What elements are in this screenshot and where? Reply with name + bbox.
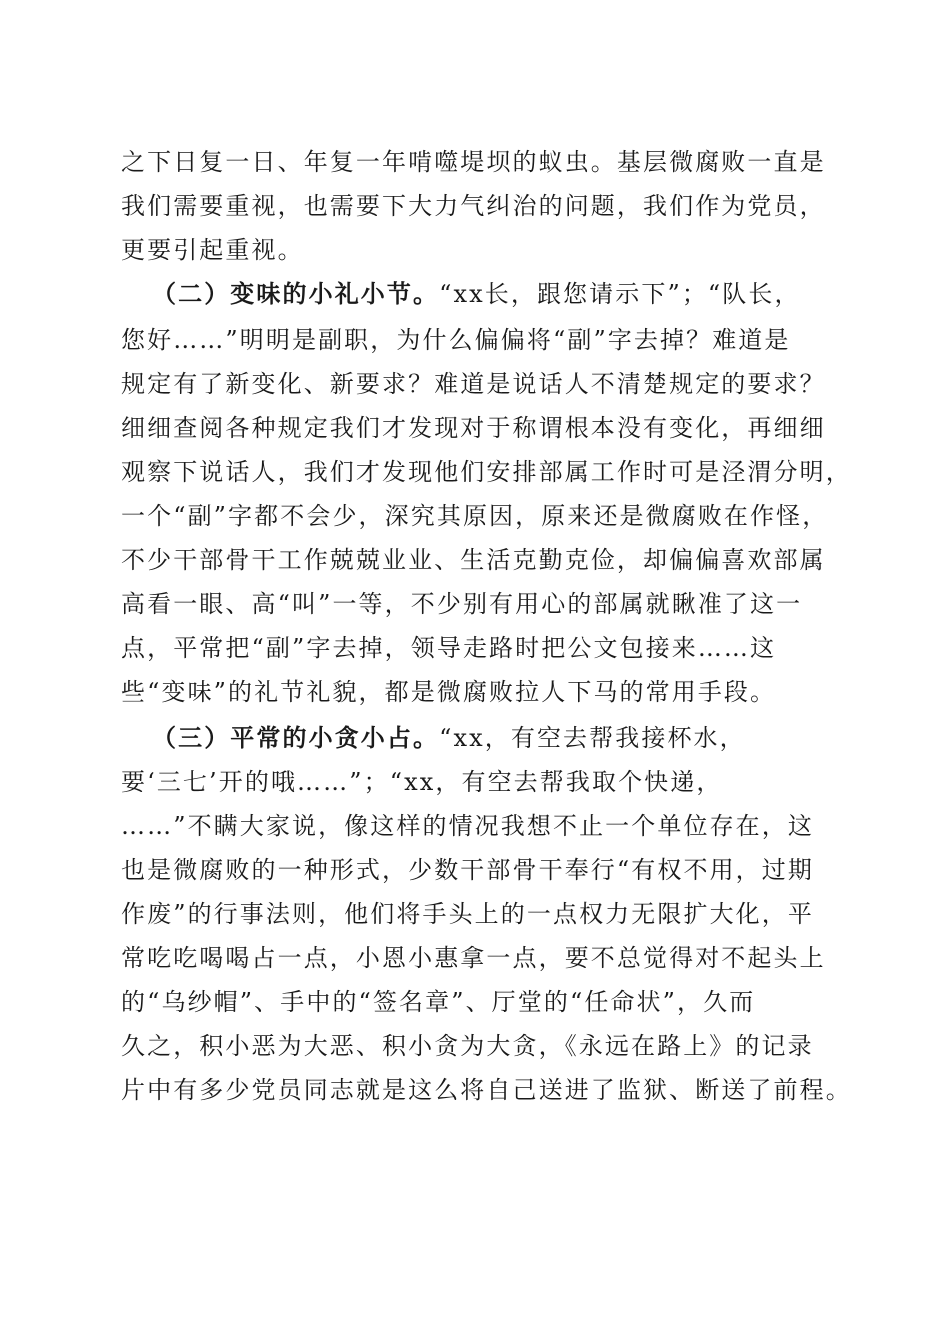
text-line: 观察下说话人，我们才发现他们安排部属工作时可是泾渭分明， bbox=[121, 458, 852, 486]
text-line bbox=[152, 278, 801, 310]
text-line: 片中有多少党员同志就是这么将自己送进了监狱、断送了前程。 bbox=[121, 1076, 852, 1104]
section-heading: （三）平常的小贪小占。 bbox=[152, 723, 440, 752]
text-line: 我们需要重视，也需要下大力气纠治的问题，我们作为党员， bbox=[121, 192, 826, 220]
text-line: ……”不瞒大家说，像这样的情况我想不止一个单位存在，这 bbox=[121, 812, 814, 840]
section-heading: （二）变味的小礼小节。 bbox=[152, 279, 440, 308]
text-line: 一个“副”字都不会少，深究其原因，原来还是微腐败在作怪， bbox=[121, 502, 829, 530]
text-line bbox=[152, 722, 746, 754]
text-line: 更要引起重视。 bbox=[121, 236, 304, 264]
text-line: 些“变味”的礼节礼貌，都是微腐败拉人下马的常用手段。 bbox=[121, 678, 777, 706]
text-line: 久之，积小恶为大恶、积小贪为大贪，《永远在路上》的记录 bbox=[121, 1032, 814, 1060]
text-run: “xx长，跟您请示下”；“队长， bbox=[439, 280, 801, 308]
text-line: 规定有了新变化、新要求？难道是说话人不清楚规定的要求？ bbox=[121, 370, 826, 398]
text-line: 您好……”明明是副职，为什么偏偏将“副”字去掉？难道是 bbox=[121, 326, 791, 354]
text-line: 之下日复一日、年复一年啃噬堤坝的蚁虫。基层微腐败一直是 bbox=[121, 148, 826, 176]
text-line: 不少干部骨干工作兢兢业业、生活克勤克俭，却偏偏喜欢部属 bbox=[121, 546, 826, 574]
text-line: 要‘三七’开的哦……”；“xx，有空去帮我取个快递， bbox=[121, 768, 723, 796]
text-line: 作废”的行事法则，他们将手头上的一点权力无限扩大化，平 bbox=[121, 900, 814, 928]
text-line: 也是微腐败的一种形式，少数干部骨干奉行“有权不用，过期 bbox=[121, 856, 814, 884]
text-line: 细细查阅各种规定我们才发现对于称谓根本没有变化，再细细 bbox=[121, 414, 826, 442]
text-line: 点，平常把“副”字去掉，领导走路时把公文包接来……这 bbox=[121, 634, 777, 662]
text-run: “xx，有空去帮我接杯水， bbox=[439, 724, 746, 752]
text-line: 常吃吃喝喝占一点，小恩小惠拿一点，要不总觉得对不起头上 bbox=[121, 944, 826, 972]
text-line: 高看一眼、高“叫”一等，不少别有用心的部属就瞅准了这一 bbox=[121, 590, 803, 618]
text-line: 的“乌纱帽”、手中的“签名章”、厅堂的“任命状”，久而 bbox=[121, 988, 756, 1016]
